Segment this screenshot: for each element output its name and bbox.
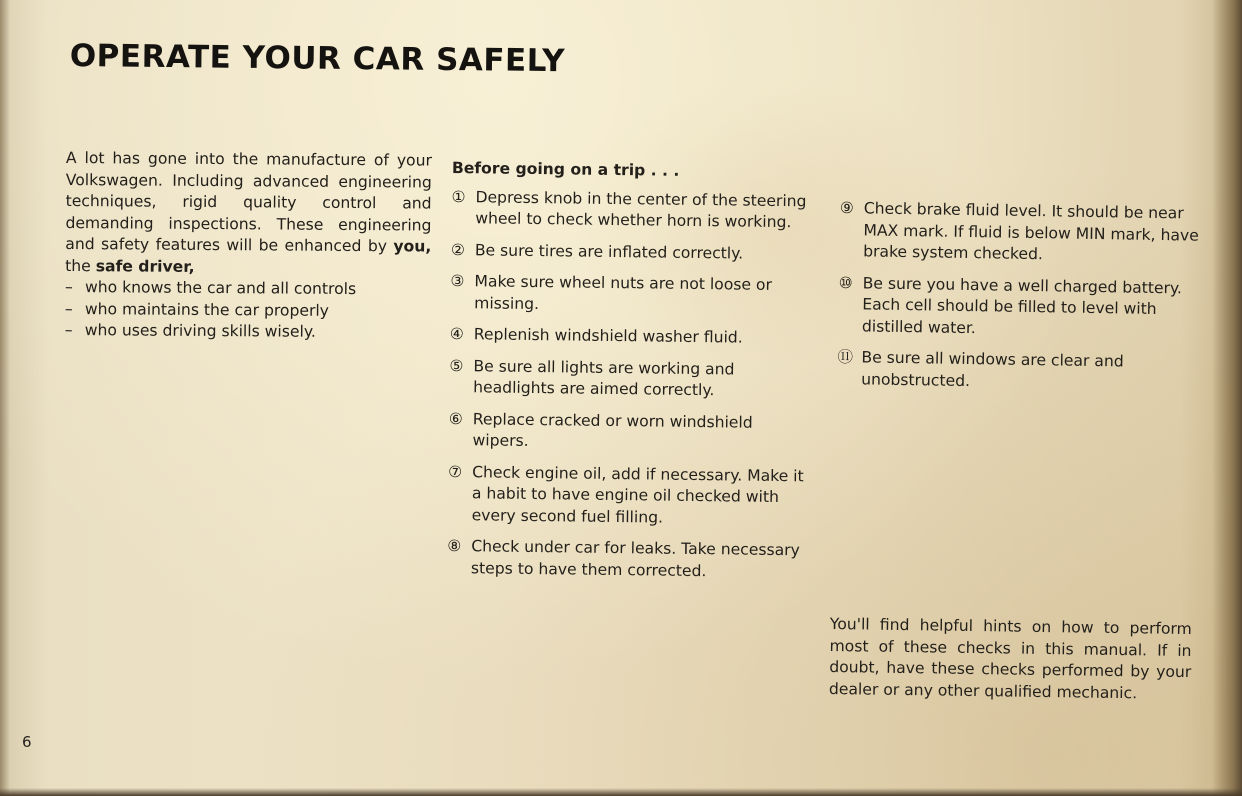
intro-paragraph bbox=[65, 148, 432, 280]
hints-block bbox=[829, 614, 1192, 705]
trip-checks-list-continued bbox=[837, 198, 1202, 396]
check-text: Replace cracked or worn windshield wipers. bbox=[472, 409, 753, 450]
intro-bold-you: you, bbox=[393, 237, 432, 256]
page-title: OPERATE YOUR CAR SAFELY bbox=[69, 38, 566, 80]
intro-column bbox=[65, 148, 432, 344]
check-number: ⑦ bbox=[448, 462, 463, 481]
trip-checks-column-continued bbox=[837, 198, 1202, 406]
check-number: ⑨ bbox=[839, 198, 854, 218]
check-item bbox=[451, 186, 811, 233]
check-number: ③ bbox=[450, 271, 465, 291]
check-item bbox=[448, 408, 808, 455]
check-text: Be sure you have a well charged battery. Each cell should be filled to level with distilled water. bbox=[861, 273, 1183, 337]
page-edge-left bbox=[0, 0, 10, 796]
trip-checks-list bbox=[447, 186, 812, 583]
check-item bbox=[450, 271, 810, 318]
page-number: 6 bbox=[22, 733, 32, 751]
check-text: Be sure all windows are clear and unobstructed. bbox=[861, 348, 1124, 390]
check-number: ⑥ bbox=[448, 409, 463, 428]
driver-quality-item: – who knows the car and all controls bbox=[65, 277, 431, 301]
check-item bbox=[450, 324, 810, 350]
check-text: Depress knob in the center of the steering wheel to check whether horn is working. bbox=[475, 187, 807, 232]
driver-quality-item: – who uses driving skills wisely. bbox=[65, 320, 431, 344]
check-item bbox=[449, 355, 809, 402]
check-text: Make sure wheel nuts are not loose or missing. bbox=[474, 272, 773, 313]
hints-paragraph: You'll find helpful hints on how to perform most of these checks in this manual. If in doubt, have these checks performed by your dealer or any other qualified mechanic. bbox=[828, 614, 1192, 702]
check-item bbox=[451, 239, 811, 265]
check-text: Replenish windshield washer fluid. bbox=[473, 325, 743, 347]
intro-text-the: the bbox=[65, 256, 96, 275]
check-item bbox=[448, 461, 809, 530]
page-edge-bottom bbox=[0, 788, 1242, 796]
check-text: Check under car for leaks. Take necessary steps to have them corrected. bbox=[470, 537, 800, 580]
check-text: Be sure tires are inflated correctly. bbox=[474, 240, 744, 263]
check-number: ⑩ bbox=[838, 273, 853, 292]
driver-quality-item: – who maintains the car properly bbox=[65, 298, 431, 322]
driver-qualities-list bbox=[65, 277, 431, 344]
intro-text: A lot has gone into the manufacture of your Volkswagen. Including advanced engineering techniques, rigid quality control and demanding inspections. These engineering and safety features will be enhanced by bbox=[65, 148, 432, 256]
intro-bold-safe-driver: safe driver, bbox=[95, 256, 195, 276]
check-item bbox=[837, 347, 1200, 396]
check-text: Check engine oil, add if necessary. Make it a habit to have engine oil checked with every second fuel filling. bbox=[471, 462, 804, 527]
check-number: ④ bbox=[449, 324, 464, 344]
check-text: Be sure all lights are working and headlights are aimed correctly. bbox=[473, 356, 735, 400]
check-text: Check brake fluid level. It should be near MAX mark. If fluid is below MIN mark, have brake system checked. bbox=[863, 199, 1199, 264]
check-number: ① bbox=[451, 187, 466, 206]
trip-checks-column bbox=[447, 158, 812, 593]
trip-heading: Before going on a trip . . . bbox=[451, 158, 680, 180]
check-item bbox=[447, 536, 807, 583]
check-number: ⑧ bbox=[447, 536, 462, 556]
check-item bbox=[839, 198, 1202, 268]
check-number: ⑪ bbox=[837, 347, 854, 367]
check-item bbox=[838, 272, 1201, 342]
check-number: ② bbox=[450, 240, 465, 259]
check-number: ⑤ bbox=[449, 356, 464, 375]
page-edge-right bbox=[1212, 0, 1242, 796]
